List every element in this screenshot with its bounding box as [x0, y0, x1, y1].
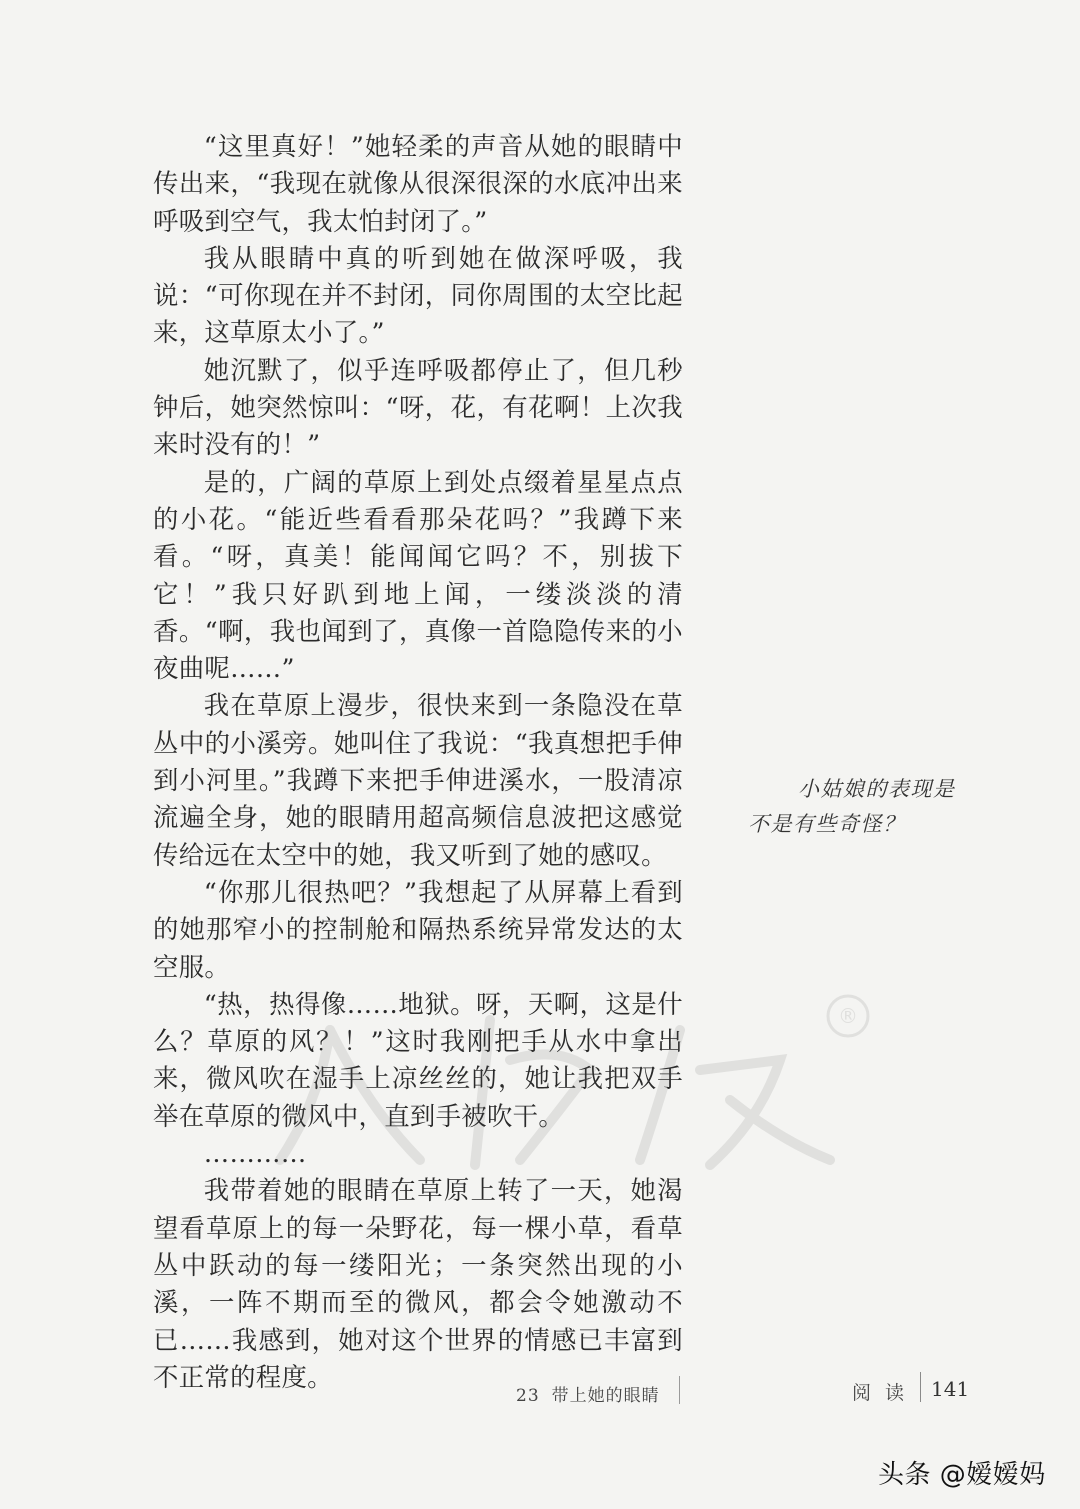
- margin-note-line: 小姑娘的表现是: [798, 777, 956, 801]
- section-name: 阅 读: [852, 1382, 909, 1404]
- margin-annotation: [748, 772, 978, 842]
- running-footer: [516, 1381, 660, 1406]
- paragraph: “这里真好！”她轻柔的声音从她的眼睛中传出来，“我现在就像从很深很深的水底冲出来呼吸到空气，我太怕封闭了。”: [153, 131, 683, 236]
- paragraph: 我从眼睛中真的听到她在做深呼吸，我说：“可你现在并不封闭，同你周围的太空比起来，这草原太小了。”: [153, 242, 683, 348]
- lesson-number: 23: [516, 1386, 540, 1406]
- body-text: [153, 128, 683, 1396]
- margin-note-line: 不是有些奇怪？: [748, 812, 906, 836]
- footer-divider: [679, 1376, 680, 1404]
- publisher-watermark: [260, 990, 880, 1180]
- paragraph: 她沉默了，似乎连呼吸都停止了，但几秒钟后，她突然惊叫：“呀，花，有花啊！上次我来时没有的！”: [153, 354, 683, 460]
- paragraph: 我在草原上漫步，很快来到一条隐没在草丛中的小溪旁。她叫住了我说：“我真想把手伸到小河里。”我蹲下来把手伸进溪水，一股清凉流遍全身，她的眼睛用超高频信息波把这感觉传给远在太空中的她，我又听到了她的感叹。: [153, 690, 683, 870]
- paragraph: “你那儿很热吧？”我想起了从屏幕上看到的她那窄小的控制舱和隔热系统异常发达的太空服。: [153, 876, 683, 982]
- paragraph: 是的，广阔的草原上到处点缀着星星点点的小花。“能近些看看那朵花吗？”我蹲下来看。“呀，真美！能闻闻它吗？不，别拔下它！”我只好趴到地上闻，一缕淡淡的清香。“啊，我也闻到了，真像一首隐隐传来的小夜曲呢……”: [153, 466, 683, 684]
- ellipsis-divider: …………: [203, 1138, 307, 1169]
- registered-mark: ®: [838, 1004, 858, 1028]
- paragraph: 我带着她的眼睛在草原上转了一天，她渴望看草原上的每一朵野花，每一棵小草，看草丛中跃动的每一缕阳光；一条突然出现的小溪，一阵不期而至的微风，都会令她激动不已……我感到，她对这个世界的情感已丰富到不正常的程度。: [153, 1175, 683, 1392]
- page-number: 141: [931, 1377, 970, 1401]
- source-watermark: 头条 @嫒嫒妈: [878, 1460, 1046, 1490]
- lesson-title: 带上她的眼睛: [551, 1386, 660, 1406]
- paragraph: “热，热得像……地狱。呀，天啊，这是什么？草原的风？！”这时我刚把手从水中拿出来，微风吹在湿手上凉丝丝的，她让我把双手举在草原的微风中，直到手被吹干。: [153, 988, 683, 1131]
- footer-divider: [920, 1372, 921, 1402]
